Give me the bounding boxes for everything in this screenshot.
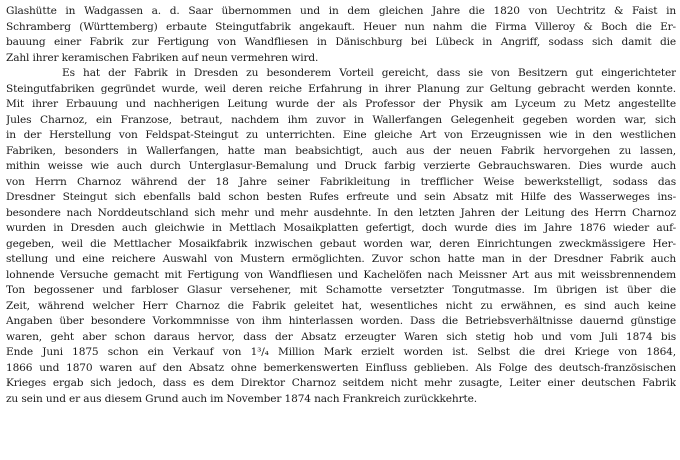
- text-line: Steingutfabriken gegründet wurde, weil deren reiche Erfahrung in ihrer Planung zur Geltung gebracht werden konnte.: [6, 82, 676, 95]
- text-line: Dresdner Steingut sich ebenfalls bald schon besten Rufes erfreute und sein Absatz mit Hilfe des Wasserweges ins-: [6, 191, 676, 203]
- text-line: bauung einer Fabrik zur Fertigung von Wandfliesen in Dänischburg bei Lübeck in Angriff, sodass sich damit die: [6, 36, 676, 48]
- text-line: stellung und eine reichere Auswahl von Mustern ermöglichten. Zuvor schon hatte man in der Dresdner Fabrik auch: [6, 253, 676, 265]
- text-line: Zeit, während welcher Herr Charnoz die Fabrik geleitet hat, wesentliches nicht zu erwähnen, es sind auch keine: [6, 299, 676, 312]
- text-line: Schramberg (Württemberg) erbaute Steingutfabrik angekauft. Heuer nun nahm die Firma Villeroy & Boch die Er-: [6, 20, 676, 33]
- text-line: waren, geht aber schon daraus hervor, dass der Absatz erzeugter Waren sich stetig hob und vom Juli 1874 bis: [6, 330, 676, 343]
- text-line: mithin weisse wie auch durch Unterglasur-Bemalung und Druck farbig verzierte Gebrauchswaren. Dies wurde auch: [6, 160, 676, 172]
- text-line: wurden in Dresden auch gleichwie in Mettlach Mosaikplatten gefertigt, doch wurde dies im Jahre 1876 wieder auf-: [6, 222, 676, 234]
- text-line: lohnende Versuche gemacht mit Fertigung von Wandfliesen und Kachelöfen nach Meissner Art aus mit weissbrennendem: [6, 268, 676, 281]
- text-line: 1866 und 1870 waren auf den Absatz ohne bemerkenswerten Einfluss geblieben. Als Folge des deutsch-französischen: [6, 361, 676, 374]
- text-line: Glashütte in Wadgassen a. d. Saar übernommen und in dem gleichen Jahre die 1820 von Uechtritz & Faist in: [6, 5, 676, 17]
- document-page: [6, 4, 676, 407]
- text-line: von Herrn Charnoz während der 18 Jahre seiner Fabrikleitung in trefflicher Weise bewerkstelligt, sodass das: [6, 175, 676, 188]
- text-line: Es hat der Fabrik in Dresden zu besonderem Vorteil gereicht, dass sie von Besitzern gut eingerichteter: [62, 67, 676, 79]
- text-line: Ende Juni 1875 schon ein Verkauf von 1³/₄ Million Mark erzielt worden ist. Selbst die drei Kriege von 1864,: [6, 346, 676, 358]
- text-line: Angaben über besondere Vorkommnisse von ihm hinterlassen worden. Dass die Betriebsverhältnisse dauernd günstige: [6, 315, 676, 327]
- text-line: Jules Charnoz, ein Franzose, betraut, nachdem ihm zuvor in Wallerfangen Gelegenheit gegeben worden war, sich: [6, 113, 676, 126]
- text-line: zu sein und er aus diesem Grund auch im November 1874 nach Frankreich zurückkehrte.: [6, 392, 477, 405]
- text-line: besondere nach Norddeutschland sich mehr und mehr ausdehnte. In den letzten Jahren der Leitung des Herrn Charnoz: [6, 206, 676, 219]
- text-line: Mit ihrer Erbauung und nachherigen Leitung wurde der als Professor der Physik am Lyceum zu Metz angestellte: [6, 98, 676, 110]
- text-line: Ton begossener und farbloser Glasur versehener, mit Schamotte versetzter Tongutmasse. Im übrigen ist über die: [6, 284, 676, 296]
- text-line: Fabriken, besonders in Wallerfangen, hatte man beabsichtigt, auch aus der neuen Fabrik hervorgehen zu lassen,: [6, 144, 676, 157]
- text-line: Krieges ergab sich jedoch, dass es dem Direktor Charnoz seitdem nicht mehr zusagte, Leiter einer deutschen Fabrik: [6, 377, 676, 389]
- text-line: in der Herstellung von Feldspat-Steingut zu unterrichten. Eine gleiche Art von Erzeugnissen wie in den westlichen: [6, 129, 676, 141]
- text-line: gegeben, weil die Mettlacher Mosaikfabrik inzwischen gebaut worden war, deren Einrichtungen zweckmässigere Her-: [6, 237, 676, 250]
- text-line: Zahl ihrer keramischen Fabriken auf neun vermehren wird.: [6, 51, 319, 64]
